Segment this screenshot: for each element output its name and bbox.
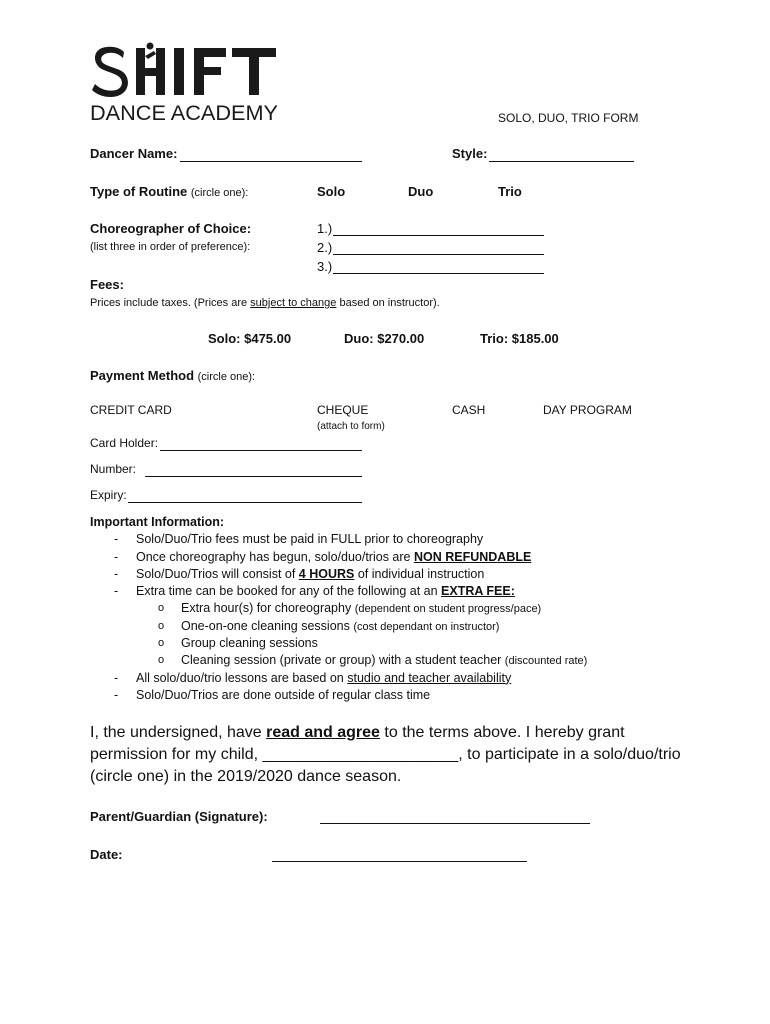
bullet-circle: o [158, 654, 165, 667]
bullet-circle: o [158, 602, 165, 615]
fees-note-link: subject to change [250, 297, 337, 309]
fee-solo: Solo: $475.00 [208, 331, 292, 346]
sub-list-item [90, 652, 588, 669]
date-field[interactable] [272, 861, 527, 862]
sub-item-part: Extra hour(s) for choreography [181, 601, 355, 616]
important-heading: Important Information: [90, 515, 225, 529]
item-text-part: All solo/duo/trio lessons are based on [136, 670, 348, 685]
choreographer-field-2[interactable] [333, 254, 544, 255]
fees-label: Fees: [90, 277, 124, 292]
date-label: Date: [90, 847, 123, 862]
form-title: SOLO, DUO, TRIO FORM [498, 111, 639, 125]
signature-field[interactable] [320, 823, 590, 824]
fees-note-after: based on instructor). [336, 297, 440, 309]
item-text [136, 566, 484, 583]
logo-letter-h-bar [136, 68, 165, 76]
card-holder-label: Card Holder: [90, 436, 159, 450]
payment-label: Payment Method [90, 368, 195, 383]
fee-duo: Duo: $270.00 [344, 331, 425, 346]
sub-item-text [181, 600, 541, 618]
item-text [136, 583, 515, 600]
payment-hint: (circle one): [197, 371, 256, 383]
logo-subtitle: DANCE ACADEMY [90, 102, 278, 124]
bullet-dash: - [114, 566, 119, 581]
signature-label: Parent/Guardian (Signature): [90, 809, 268, 824]
item-text-part: Extra time can be booked for any of the following at an [136, 584, 442, 599]
logo-letter-i [174, 48, 184, 95]
agreement-part-2: to the terms above. I hereby grant permission for my child, ______________________, to participate in a solo/duo/trio (circle one) in the 2019/2020 dance season. [90, 724, 681, 785]
routine-option-duo[interactable]: Duo [408, 184, 434, 199]
bullet-circle: o [158, 619, 165, 632]
payment-row [90, 368, 255, 383]
sub-item-note: (dependent on student progress/pace) [354, 603, 542, 616]
card-holder-field[interactable] [160, 450, 362, 451]
style-field[interactable] [489, 161, 634, 162]
choreographer-field-3[interactable] [333, 273, 544, 274]
bullet-dash: - [114, 670, 119, 685]
item-text-emphasis: 4 HOURS [298, 566, 355, 581]
number-field[interactable] [145, 476, 362, 477]
item-text [136, 549, 531, 566]
choreographer-slot-3: 3.) [317, 259, 333, 274]
agreement-part-1: I, the undersigned, have [90, 724, 267, 741]
item-text [136, 670, 511, 687]
logo-dancer-head [147, 43, 154, 50]
routine-hint: (circle one): [190, 187, 249, 199]
sub-list-item [90, 618, 500, 635]
sub-list-item [90, 600, 542, 617]
item-text: Solo/Duo/Trio fees must be paid in FULL prior to choreography [136, 532, 484, 547]
fees-note [90, 297, 440, 309]
agreement-emphasis: read and agree [266, 724, 380, 741]
logo-letter-s [92, 47, 128, 97]
item-text-emphasis: studio and teacher availability [347, 670, 512, 685]
dancer-name-label: Dancer Name: [90, 146, 178, 161]
sub-item-text: Group cleaning sessions [181, 636, 318, 651]
logo-letter-t-stem [249, 48, 259, 95]
dancer-name-field[interactable] [180, 161, 362, 162]
choreographer-slot-2: 2.) [317, 240, 333, 255]
choreographer-field-1[interactable] [333, 235, 544, 236]
bullet-dash: - [114, 532, 119, 547]
fees-note-before: Prices include taxes. (Prices are [90, 297, 251, 309]
item-text-part: Once choreography has begun, solo/duo/trios are [136, 549, 414, 564]
payment-option-cheque[interactable]: CHEQUE [317, 403, 369, 417]
payment-option-credit-card[interactable]: CREDIT CARD [90, 403, 172, 417]
routine-row [90, 184, 248, 199]
important-information [90, 514, 588, 704]
bullet-dash: - [114, 687, 119, 702]
list-item [90, 670, 512, 687]
list-item [90, 531, 484, 548]
bullet-circle: o [158, 637, 165, 650]
sub-item-text [181, 618, 499, 636]
choreographer-hint: (list three in order of preference): [90, 241, 251, 253]
choreographer-label: Choreographer of Choice: [90, 221, 252, 236]
logo-letter-f-mid [194, 67, 221, 75]
expiry-field[interactable] [128, 502, 362, 503]
sub-item-note: (discounted rate) [504, 655, 588, 668]
list-item [90, 687, 431, 704]
style-label: Style: [452, 146, 488, 161]
routine-option-solo[interactable]: Solo [317, 184, 346, 199]
logo-letter-f-top [194, 48, 226, 57]
agreement-paragraph [90, 722, 690, 788]
expiry-label: Expiry: [90, 488, 127, 502]
sub-item-text [181, 652, 587, 670]
routine-option-trio[interactable]: Trio [498, 184, 522, 199]
bullet-dash: - [114, 584, 119, 599]
routine-label: Type of Routine [90, 184, 188, 199]
list-item [90, 549, 532, 566]
payment-option-cash[interactable]: CASH [452, 403, 486, 417]
sub-list-item [90, 635, 318, 652]
item-text-part: Solo/Duo/Trios will consist of [136, 566, 299, 581]
item-text-emphasis: EXTRA FEE: [441, 584, 515, 599]
number-label: Number: [90, 462, 137, 476]
logo-dancer-arm [145, 51, 156, 59]
item-text-emphasis: NON REFUNDABLE [413, 549, 532, 564]
list-item [90, 566, 485, 583]
shift-dance-academy-logo [90, 42, 285, 124]
list-item [90, 583, 515, 600]
bullet-dash: - [114, 549, 119, 564]
fee-trio: Trio: $185.00 [480, 331, 559, 346]
sub-item-note: (cost dependant on instructor) [353, 620, 500, 633]
sub-item-part: One-on-one cleaning sessions [181, 618, 354, 633]
sub-item-part: Cleaning session (private or group) with a student teacher [181, 653, 505, 668]
cheque-note: (attach to form) [317, 421, 385, 432]
item-text-part: of individual instruction [354, 566, 485, 581]
choreographer-slot-1: 1.) [317, 221, 333, 236]
payment-option-day-program[interactable]: DAY PROGRAM [543, 403, 632, 417]
item-text: Solo/Duo/Trios are done outside of regular class time [136, 687, 431, 702]
